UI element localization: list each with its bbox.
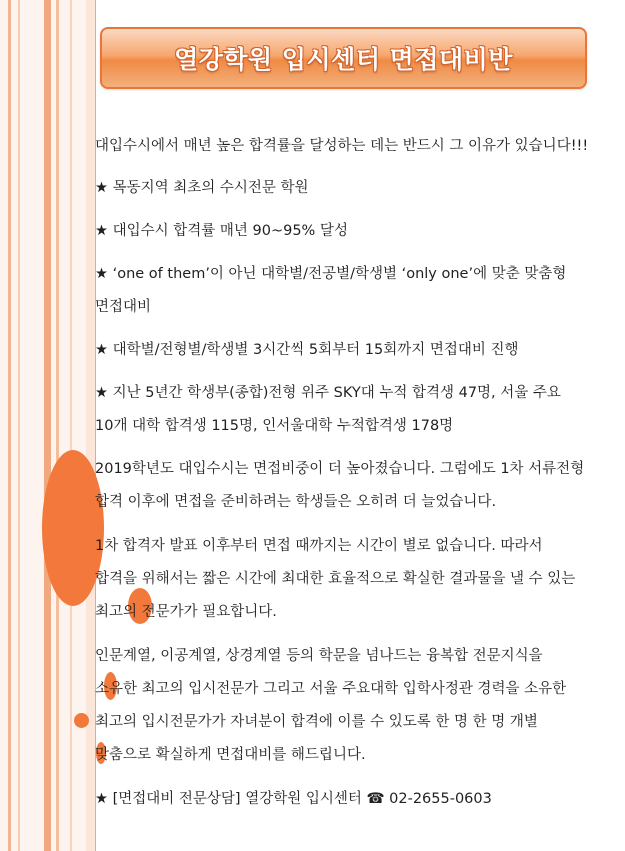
- document-body: [95, 130, 589, 816]
- bullet-item: ★ 대입수시 합격률 매년 90~95% 달성: [95, 223, 348, 239]
- bullet-item: ★ 목동지역 최초의 수시전문 학원: [95, 180, 309, 196]
- decorative-stripe: [8, 0, 11, 851]
- title-banner: [100, 27, 587, 89]
- decorative-stripe: [18, 0, 20, 851]
- contact-line: ★ [면접대비 전문상담] 열강학원 입시센터 ☎ 02-2655-0603: [95, 791, 492, 807]
- page-title: 열강학원 입시센터 면접대비반: [174, 45, 513, 74]
- body-paragraph: 2019학년도 대입수시는 면접비중이 더 높아졌습니다. 그럼에도 1차 서류전형 합격 이후에 면접을 준비하려는 학생들은 오히려 더 늘었습니다.: [95, 461, 585, 510]
- body-paragraph: 1차 합격자 발표 이후부터 면접 때까지는 시간이 별로 없습니다. 따라서 합격을 위해서는 짧은 시간에 최대한 효율적으로 확실한 결과물을 낼 수 있는 최고의 전문가가 필요합니다.: [95, 538, 576, 620]
- bullet-item: ★ 대학별/전형별/학생별 3시간씩 5회부터 15회까지 면접대비 진행: [95, 342, 519, 358]
- body-paragraph: 인문계열, 이공계열, 상경계열 등의 학문을 넘나드는 융복합 전문지식을 소유한 최고의 입시전문가 그리고 서울 주요대학 입학사정관 경력을 소유한 최고의 입시전문가가 자녀분이 합격에 이를 수 있도록 한 명 한 명 개별 맞춤으로 확실하게 면접대비를 해드립니다.: [95, 648, 567, 763]
- decorative-stripe: [70, 0, 72, 851]
- bullet-item: ★ ‘one of them’이 아닌 대학별/전공별/학생별 ‘only one’에 맞춘 맞춤형 면접대비: [95, 266, 567, 315]
- bullet-item: ★ 지난 5년간 학생부(종합)전형 위주 SKY대 누적 합격생 47명, 서울 주요 10개 대학 합격생 115명, 인서울대학 누적합격생 178명: [95, 385, 561, 434]
- decorative-stripe: [56, 0, 59, 851]
- decorative-circle: [74, 713, 89, 728]
- intro-paragraph: 대입수시에서 매년 높은 합격률을 달성하는 데는 반드시 그 이유가 있습니다!!!: [95, 138, 589, 154]
- decorative-stripe: [44, 0, 51, 851]
